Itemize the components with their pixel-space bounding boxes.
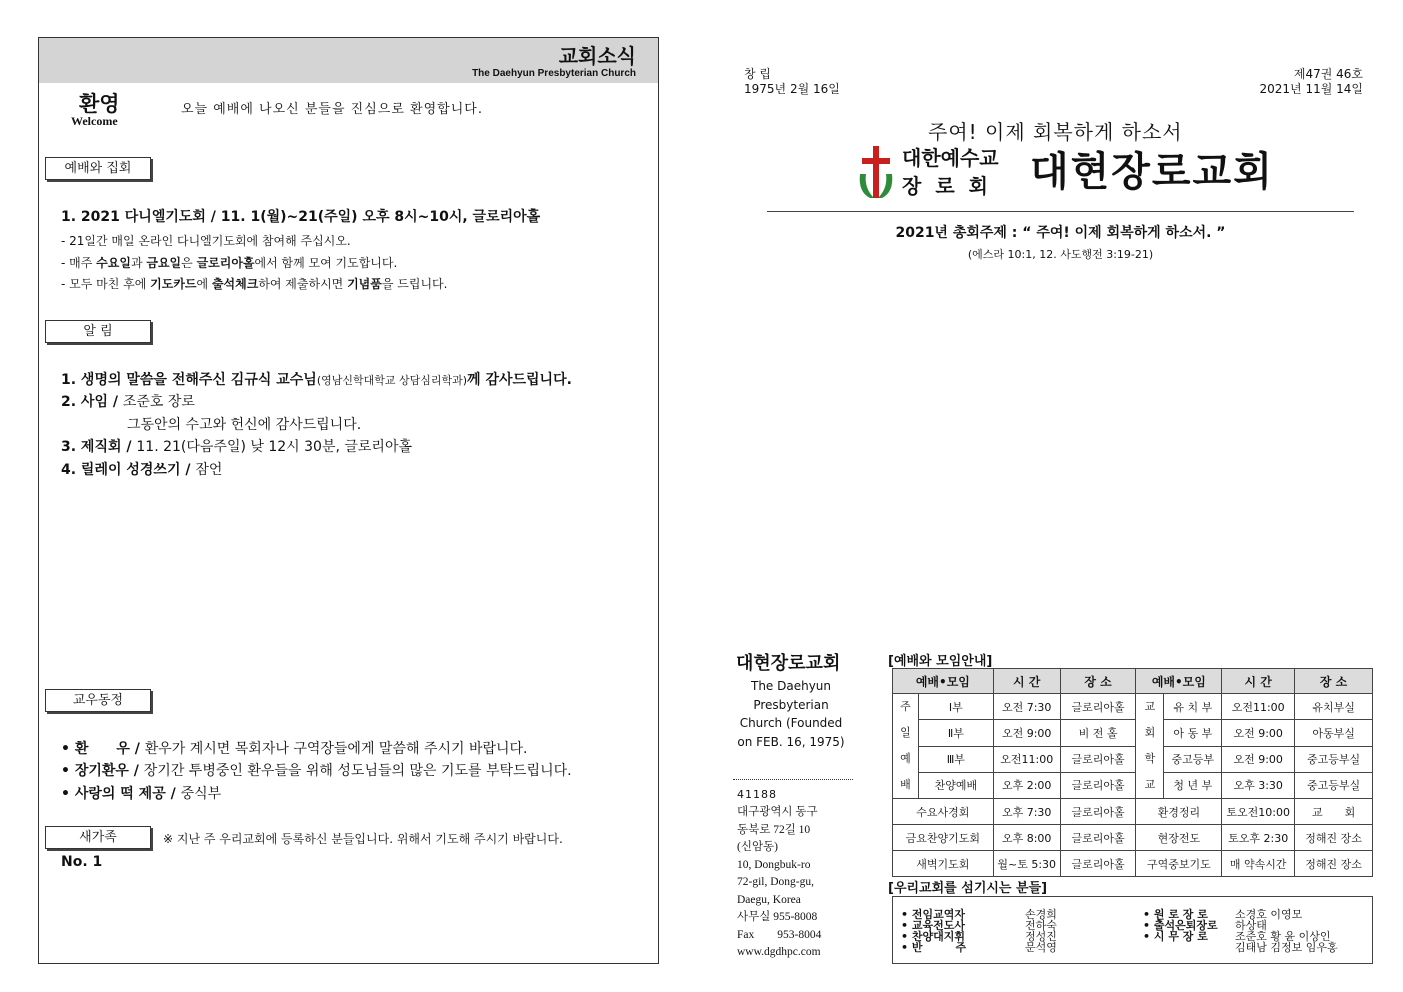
table-row [893, 825, 1373, 851]
table-cell: 현장전도 [1136, 825, 1222, 851]
section-worship: 예배와 집회 [45, 157, 151, 180]
table-cell: 예배•모임 [1136, 669, 1222, 694]
table-cell: 구역중보기도 [1136, 851, 1222, 877]
denomination-line-1: 대한예수교 [902, 146, 999, 170]
table-cell: 글로리아홀 [1060, 746, 1136, 772]
table-cell: 오후 2:00 [993, 772, 1060, 798]
table-cell: 수요사경회 [893, 799, 994, 825]
sunday-worship-label: 주 일 예 배 [893, 694, 919, 799]
table-cell: Ⅲ부 [918, 746, 993, 772]
table-row [893, 851, 1373, 877]
table-cell: 유치부실 [1295, 694, 1373, 720]
table-row [893, 799, 1373, 825]
founded-label: 창 립 [744, 67, 771, 81]
table-cell: 토오전10:00 [1222, 799, 1295, 825]
news-title: 교회소식 [558, 44, 636, 68]
members-item-3: • 사랑의 떡 제공 / 중식부 [61, 786, 222, 802]
volume-number: 제47권 46호 [1293, 67, 1363, 81]
section-new-family: 새가족 [45, 826, 151, 849]
table-cell: 오후 7:30 [993, 799, 1060, 825]
table-cell: 글로리아홀 [1060, 825, 1136, 851]
table-row [893, 720, 1373, 746]
table-cell: 새벽기도회 [893, 851, 994, 877]
address-block: 대구광역시 동구 동북로 72길 10 (신암동) 10, Dongbuk-ro 72-gil, Dong-gu, Daegu, Korea 사무실 955-8008 Fax 953-8004 www.dgdhpc.com [737, 804, 857, 962]
news-header [39, 38, 658, 83]
worship-sub-3: - 모두 마친 후에 기도카드에 출석체크하여 제출하시면 기념품을 드립니다. [61, 277, 448, 291]
notice-item-2: 2. 사임 / 조준호 장로 [61, 394, 195, 410]
welcome-heading: 환영 [79, 92, 120, 116]
table-row [893, 694, 1373, 720]
table-cell: 중고등부실 [1295, 772, 1373, 798]
table-cell: 오전11:00 [993, 746, 1060, 772]
table-cell: 찬양예배 [918, 772, 993, 798]
office-phone: 사무실 955-8008 [737, 911, 818, 923]
members-item-1: • 환 우 / 환우가 계시면 목회자나 구역장들에게 말씀해 주시기 바랍니다. [61, 741, 528, 757]
schedule-header-row [893, 669, 1373, 694]
table-cell: 오전 9:00 [1222, 746, 1295, 772]
table-cell: 시 간 [1222, 669, 1295, 694]
address-divider [733, 779, 853, 780]
new-family-number: No. 1 [61, 854, 103, 870]
table-cell: 글로리아홀 [1060, 851, 1136, 877]
assembly-theme-reference: (에스라 10:1, 12. 사도행전 3:19-21) [967, 248, 1154, 261]
table-cell: 아동부실 [1295, 720, 1373, 746]
table-cell: 장 소 [1060, 669, 1136, 694]
worship-sub-1: - 21일간 매일 온라인 다니엘기도회에 참여해 주십시오. [61, 234, 351, 248]
denomination-line-2: 장로회 [902, 174, 1002, 198]
table-row [893, 746, 1373, 772]
table-cell: 금요찬양기도회 [893, 825, 994, 851]
notice-item-4: 4. 릴레이 성경쓰기 / 잠언 [61, 462, 223, 478]
church-name-en: The Daehyun Presbyterian Church (Founded on FEB. 16, 1975) [737, 679, 845, 749]
notice-item-2-sub: 그동안의 수고와 헌신에 감사드립니다. [127, 417, 362, 433]
table-cell: Ⅱ부 [918, 720, 993, 746]
section-members: 교우동정 [45, 689, 151, 712]
assembly-theme: 2021년 총회주제 : “ 주여! 이제 회복하게 하소서. ” [895, 225, 1226, 241]
table-cell: 시 간 [993, 669, 1060, 694]
table-cell: 글로리아홀 [1060, 694, 1136, 720]
table-cell: 유 치 부 [1164, 694, 1222, 720]
church-news-panel [38, 37, 659, 964]
table-cell: 정해진 장소 [1295, 851, 1373, 877]
issue-date: 2021년 11월 14일 [1259, 82, 1363, 96]
notice-item-1: 1. 생명의 말씀을 전해주신 김규식 교수님(영남신학대학교 상담심리학과)께 감사드립니다. [61, 372, 572, 388]
table-cell: 정해진 장소 [1295, 825, 1373, 851]
table-cell: 비 전 홀 [1060, 720, 1136, 746]
welcome-heading-en: Welcome [71, 114, 118, 128]
logo-slogan: 주여! 이제 회복하게 하소서 [928, 120, 1183, 144]
church-school-label: 교 회 학 교 [1136, 694, 1164, 799]
table-cell: 장 소 [1295, 669, 1373, 694]
table-cell: 매 약속시간 [1222, 851, 1295, 877]
table-cell: 오전11:00 [1222, 694, 1295, 720]
table-cell: 오전 9:00 [1222, 720, 1295, 746]
zip-code: 41188 [737, 788, 777, 801]
table-cell: Ⅰ부 [918, 694, 993, 720]
founded-date: 1975년 2월 16일 [744, 82, 840, 96]
table-cell: 교 회 [1295, 799, 1373, 825]
table-cell: 오전 9:00 [993, 720, 1060, 746]
notice-item-3: 3. 제직회 / 11. 21(다음주일) 낮 12시 30분, 글로리아홀 [61, 439, 412, 455]
section-notice: 알 림 [45, 320, 151, 343]
table-cell: 환경정리 [1136, 799, 1222, 825]
table-cell: 아 동 부 [1164, 720, 1222, 746]
table-cell: 중고등부실 [1295, 746, 1373, 772]
table-cell: 오전 7:30 [993, 694, 1060, 720]
schedule-title: [예배와 모임안내] [888, 654, 993, 669]
staff-column-left: • 전임교역자 손경희 • 교육전도사 전하숙 • 찬양대지휘 정성진 • 반 주 문석영 [901, 908, 1057, 954]
table-cell: 글로리아홀 [1060, 799, 1136, 825]
staff-column-right: • 원 로 장 로 소경호 이영모 • 출석은퇴장로 하상태 • 시 무 장 로 조준호 황 윤 이상인 김태남 김정보 임우홍 [1143, 908, 1338, 954]
table-cell: 토오후 2:30 [1222, 825, 1295, 851]
worship-sub-2: - 매주 수요일과 금요일은 글로리아홀에서 함께 모여 기도합니다. [61, 256, 398, 270]
members-item-2: • 장기환우 / 장기간 투병중인 환우들을 위해 성도님들의 많은 기도를 부탁드립니다. [61, 763, 572, 779]
staff-title: [우리교회를 섬기시는 분들] [888, 881, 1048, 896]
table-cell: 예배•모임 [893, 669, 994, 694]
welcome-message: 오늘 예배에 나오신 분들을 진심으로 환영합니다. [181, 102, 483, 117]
header-divider [767, 211, 1354, 212]
worship-item-1: 1. 2021 다니엘기도회 / 11. 1(월)~21(주일) 오후 8시~10시, 글로리아홀 [61, 209, 541, 225]
table-cell: 중고등부 [1164, 746, 1222, 772]
cross-logo-icon [856, 144, 896, 200]
table-cell: 글로리아홀 [1060, 772, 1136, 798]
staff-box [892, 896, 1373, 964]
fax-number: Fax 953-8004 [737, 928, 822, 941]
schedule-table [892, 668, 1373, 877]
table-cell: 오후 8:00 [993, 825, 1060, 851]
news-subtitle: The Daehyun Presbyterian Church [472, 68, 636, 79]
church-name: 대현장로교회 [736, 653, 841, 674]
church-logo-name: 대현장로교회 [1030, 149, 1274, 195]
table-cell: 월~토 5:30 [993, 851, 1060, 877]
table-cell: 오후 3:30 [1222, 772, 1295, 798]
table-row [893, 772, 1373, 798]
table-cell: 청 년 부 [1164, 772, 1222, 798]
new-family-note: ※ 지난 주 우리교회에 등록하신 분들입니다. 위해서 기도해 주시기 바랍니다. [163, 832, 563, 846]
website-link[interactable]: www.dgdhpc.com [737, 946, 821, 958]
